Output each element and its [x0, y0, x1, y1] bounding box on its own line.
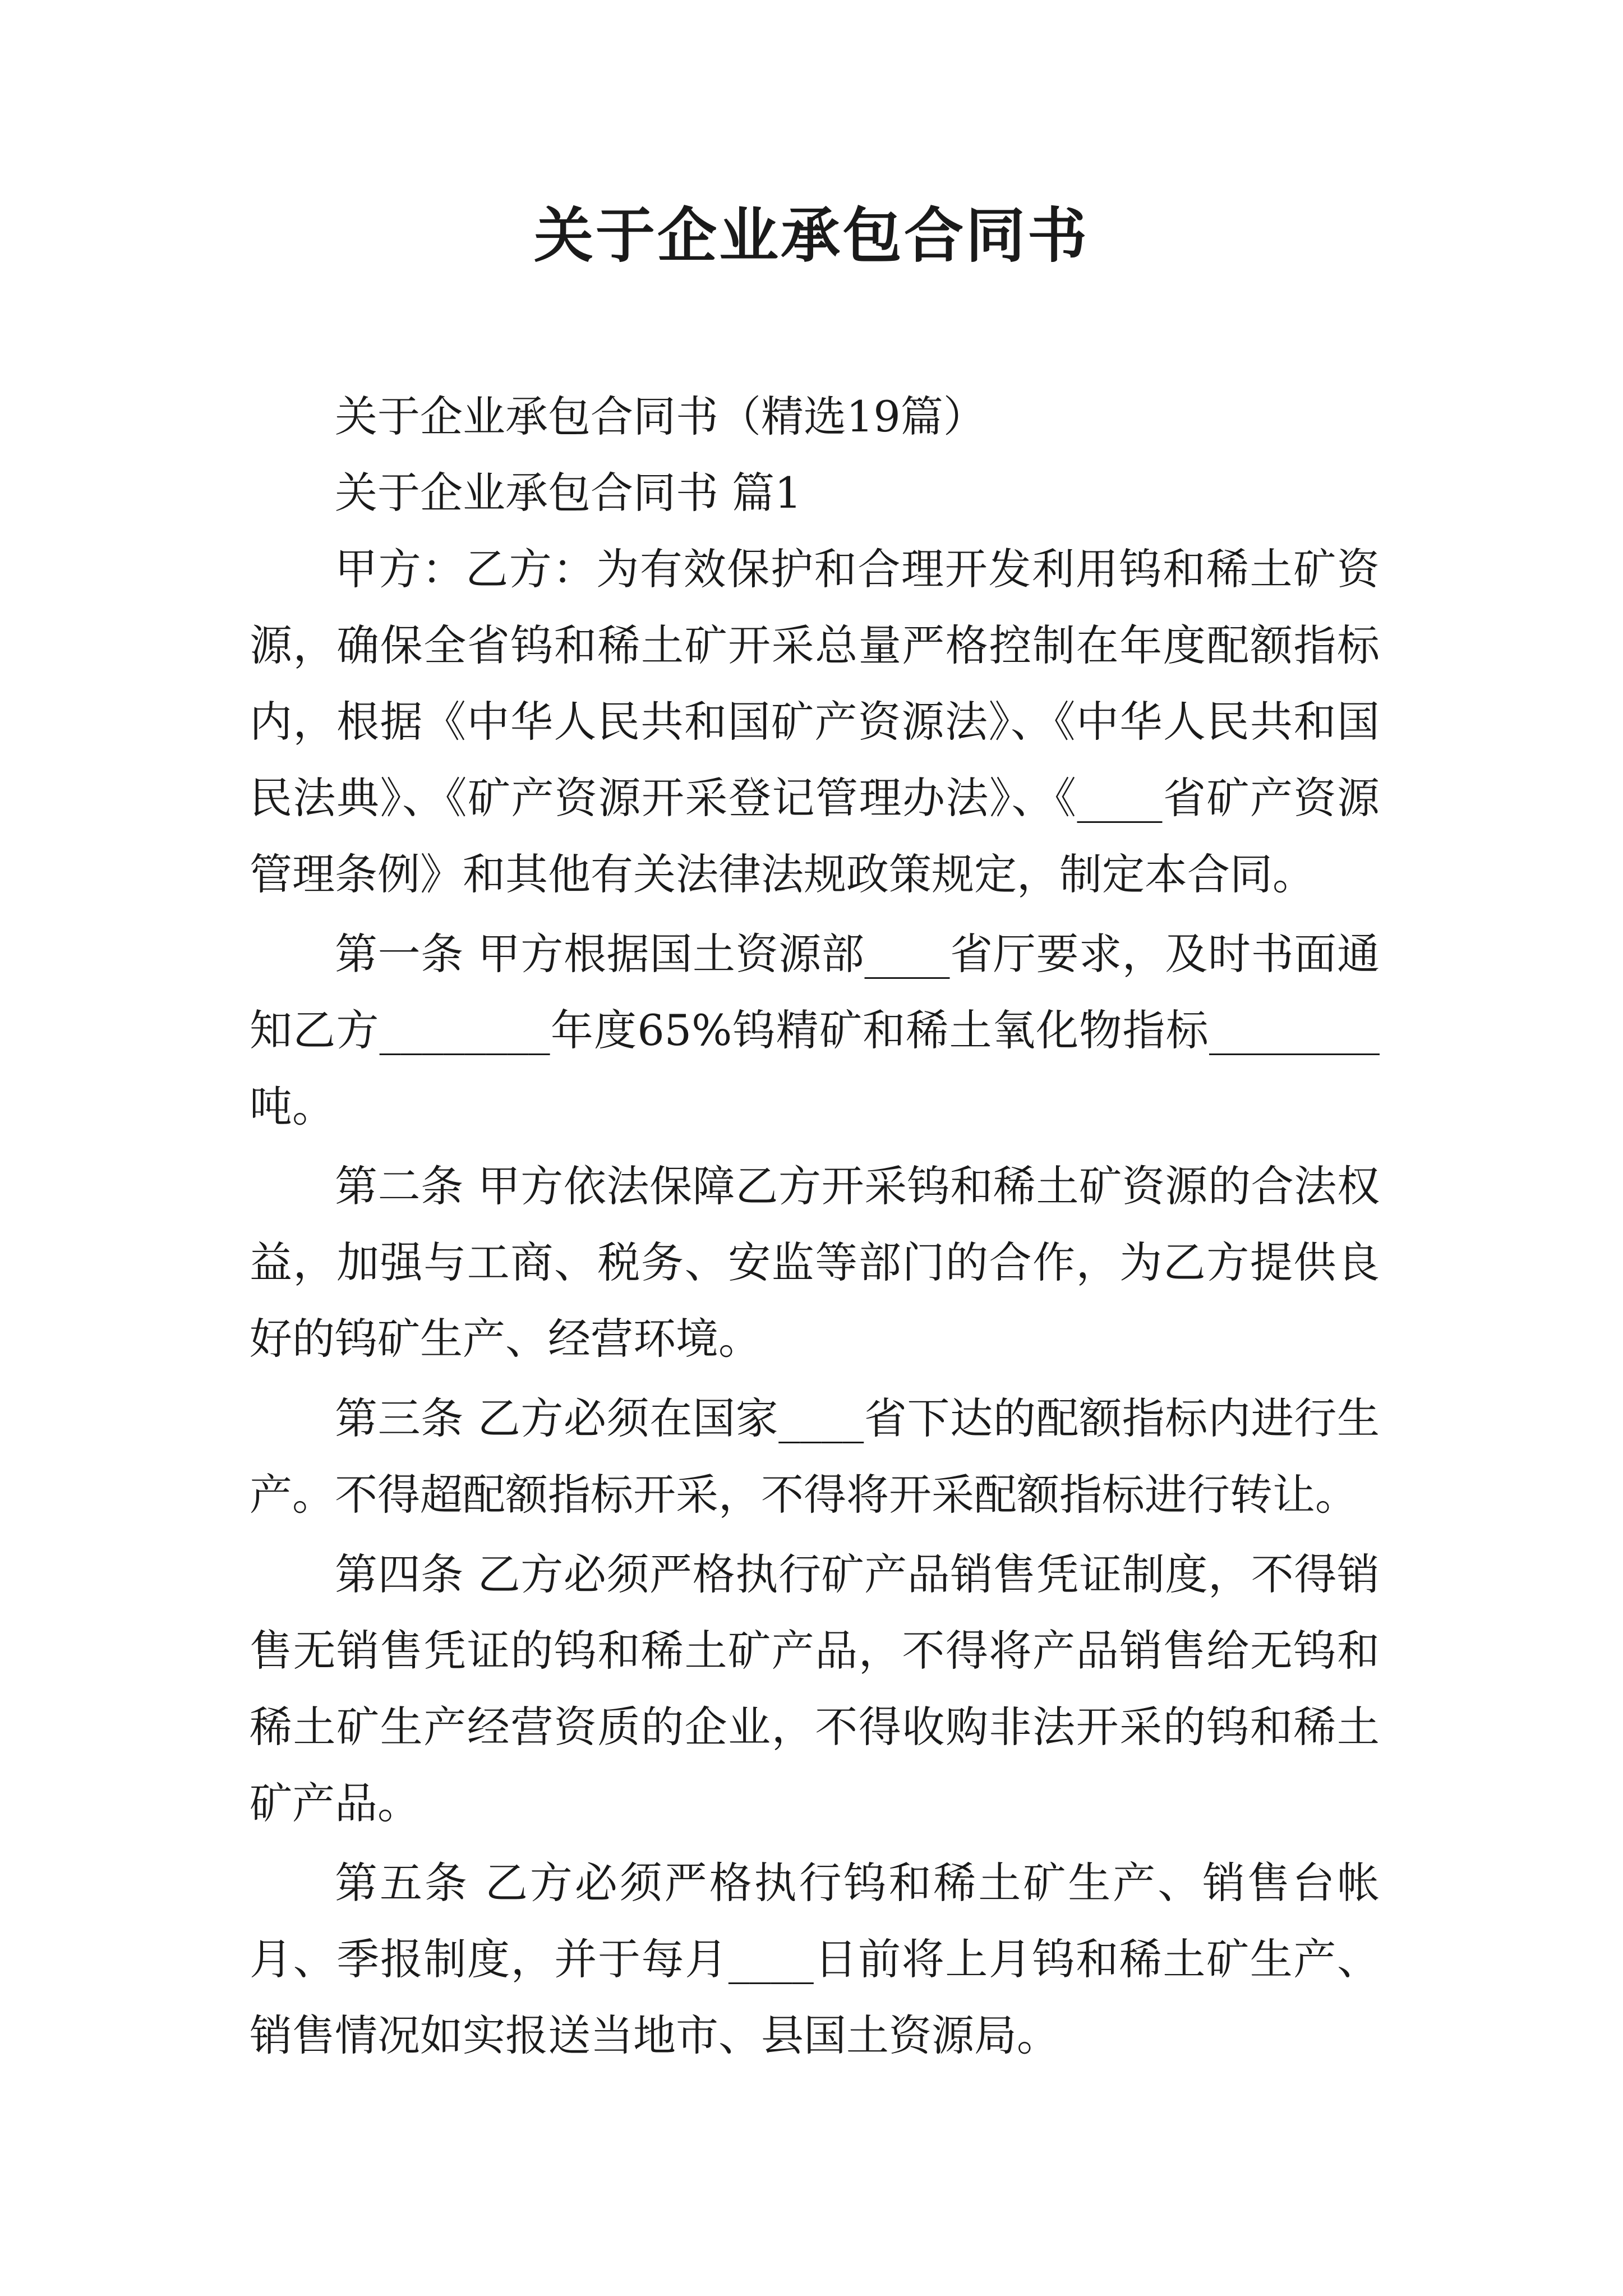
- paragraph-article-4: 第四条 乙方必须严格执行矿产品销售凭证制度，不得销售无销售凭证的钨和稀土矿产品，不得将产品销售给无钨和稀土矿生产经营资质的企业，不得收购非法开采的钨和稀土矿产品。: [250, 1549, 1380, 1828]
- paragraph-article-2: 第二条 甲方依法保障乙方开采钨和稀土矿资源的合法权益，加强与工商、税务、安监等部门的合作，为乙方提供良好的钨矿生产、经营环境。: [250, 1161, 1380, 1364]
- document-body: [250, 379, 1380, 2074]
- paragraph-article-3: 第三条 乙方必须在国家____省下达的配额指标内进行生产。不得超配额指标开采，不得将开采配额指标进行转让。: [250, 1393, 1380, 1520]
- document-title: 关于企业承包合同书: [534, 200, 1089, 270]
- paragraph-section-heading: 关于企业承包合同书 篇1: [335, 468, 802, 518]
- paragraph-article-5: 第五条 乙方必须严格执行钨和稀土矿生产、销售台帐月、季报制度，并于每月____日前将上月钨和稀土矿生产、销售情况如实报送当地市、县国土资源局。: [250, 1858, 1380, 2060]
- paragraph-article-1: 第一条 甲方根据国土资源部____省厅要求，及时书面通知乙方________年度65%钨精矿和稀土氧化物指标________吨。: [250, 929, 1380, 1131]
- paragraph-preamble: 甲方：乙方：为有效保护和合理开发利用钨和稀土矿资源，确保全省钨和稀土矿开采总量严格控制在年度配额指标内，根据《中华人民共和国矿产资源法》、《中华人民共和国民法典》、《矿产资源开采登记管理办法》、《____省矿产资源管理条例》和其他有关法律法规政策规定，制定本合同。: [250, 544, 1380, 899]
- paragraph-subtitle: 关于企业承包合同书（精选19篇）: [335, 392, 986, 441]
